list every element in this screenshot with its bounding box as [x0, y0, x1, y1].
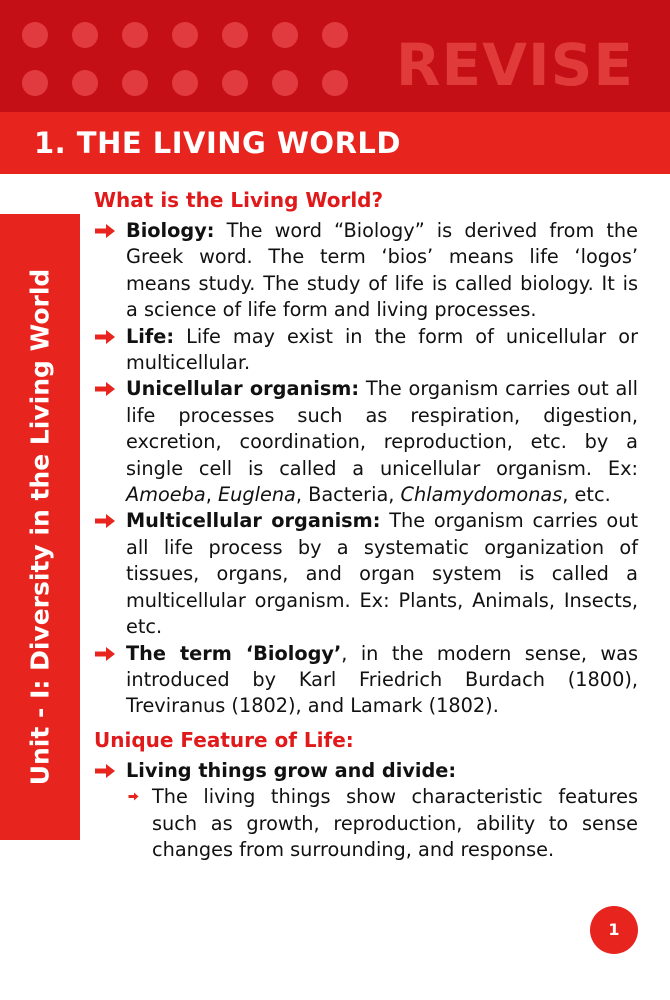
dot-decoration — [72, 22, 98, 48]
arrow-bullet-icon — [94, 381, 116, 397]
dot-decoration — [322, 70, 348, 96]
chapter-title: 1. THE LIVING WORLD — [34, 126, 401, 160]
item-text-tail: , etc. — [562, 483, 611, 507]
main-content — [94, 188, 638, 863]
example-name: Chlamydomonas — [400, 483, 563, 507]
section-heading-living-world: What is the Living World? — [94, 188, 384, 212]
header-banner — [0, 0, 670, 112]
arrow-bullet-icon — [94, 223, 116, 239]
item-text: , in the modern sense, was introduced by Karl Friedrich Burdach (1800), Treviranus (1802), and Lamark (1802). — [126, 641, 638, 718]
dot-decoration — [72, 70, 98, 96]
section-heading-unique-feature: Unique Feature of Life: — [94, 727, 354, 752]
term-label: Living things grow and divide: — [126, 758, 457, 782]
example-name: Amoeba — [126, 483, 206, 507]
sub-item-characteristic-features — [94, 784, 638, 863]
item-text: Life may exist in the form of unicellular or multicellular. — [126, 324, 638, 375]
sub-item-text: The living things show characteristic features such as growth, reproduction, ability to sense changes from surrounding, and response. — [152, 785, 638, 861]
item-text: The organism carries out all life processes such as respiration, digestion, excretion, coordination, reproduction, etc. by a single cell is called a unicellular organism. Ex: — [126, 377, 639, 480]
example-name: Euglena — [217, 483, 296, 507]
dot-decoration — [222, 70, 248, 96]
dot-decoration — [122, 22, 148, 48]
arrow-bullet-icon — [94, 763, 116, 779]
list-item-life — [94, 324, 638, 377]
separator-text: , — [205, 483, 218, 507]
dot-decoration — [22, 70, 48, 96]
separator-text: , Bacteria, — [295, 483, 401, 507]
dot-decoration — [22, 22, 48, 48]
list-item-multicellular — [94, 508, 638, 640]
dot-decoration — [272, 22, 298, 48]
decorative-dots — [22, 22, 352, 102]
arrow-bullet-icon — [94, 646, 116, 662]
term-label: The term ‘Biology’ — [126, 641, 342, 665]
term-label: Life: — [126, 324, 175, 348]
dot-decoration — [122, 70, 148, 96]
unit-side-label: Unit - I: Diversity in the Living World — [25, 268, 55, 786]
term-label: Unicellular organism: — [126, 377, 360, 401]
arrow-bullet-icon — [94, 513, 116, 529]
small-arrow-bullet-icon — [128, 792, 139, 801]
item-text: The organism carries out all life process by a systematic organization of tissues, organs, and organ system is called a multicellular organism. Ex: Plants, Animals, Insects, etc. — [126, 509, 638, 639]
dot-decoration — [222, 22, 248, 48]
page-number-badge: 1 — [590, 906, 638, 954]
term-label: Multicellular organism: — [126, 509, 381, 533]
list-item-grow-divide — [94, 758, 638, 784]
arrow-bullet-icon — [94, 329, 116, 345]
item-text: The word “Biology” is derived from the Greek word. The term ‘bios’ means life ‘logos’ means study. The study of life is called biology. It is a science of life form and living processes. — [126, 219, 638, 322]
dot-decoration — [322, 22, 348, 48]
term-label: Biology: — [126, 219, 215, 242]
list-item-unicellular — [94, 376, 638, 508]
chapter-bar — [0, 112, 670, 174]
dot-decoration — [272, 70, 298, 96]
list-item-term-biology — [94, 641, 638, 720]
dot-decoration — [172, 70, 198, 96]
revise-label: REVISE — [395, 31, 634, 99]
dot-decoration — [172, 22, 198, 48]
list-item-biology — [94, 218, 638, 324]
